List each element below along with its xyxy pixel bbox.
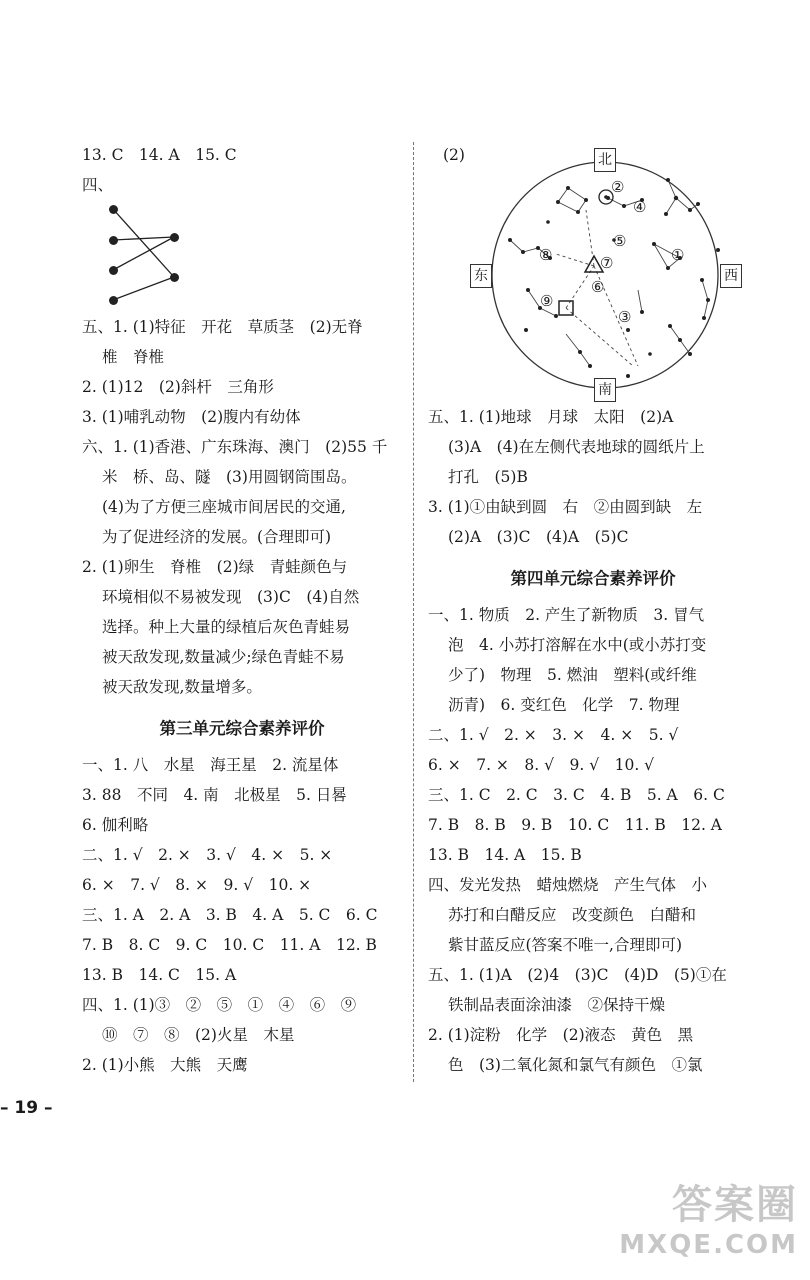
column-divider bbox=[413, 142, 414, 1082]
answer-line: 13. C 14. A 15. C bbox=[82, 146, 237, 164]
answer-line: 苏打和白醋反应 改变颜色 白醋和 bbox=[448, 906, 697, 924]
answer-line: 四、1. (1)③ ② ⑤ ① ④ ⑥ ⑨ bbox=[82, 996, 357, 1014]
direction-south: 南 bbox=[594, 378, 616, 402]
answer-line: 椎 脊椎 bbox=[102, 348, 165, 366]
answer-line: ⑩ ⑦ ⑧ (2)火星 木星 bbox=[102, 1026, 295, 1044]
answer-line: 13. B 14. A 15. B bbox=[428, 846, 582, 864]
answer-line: 3. (1)哺乳动物 (2)腹内有幼体 bbox=[82, 408, 301, 426]
left-column bbox=[82, 140, 402, 1080]
answer-line: 3. 88 不同 4. 南 北极星 5. 日晷 bbox=[82, 786, 347, 804]
star-label-5: ⑤ bbox=[613, 232, 627, 250]
answer-line: 五、1. (1)特征 开花 草质茎 (2)无脊 bbox=[82, 318, 363, 336]
answer-line: 四、发光发热 蜡烛燃烧 产生气体 小 bbox=[428, 876, 708, 894]
answer-line: (2)A (3)C (4)A (5)C bbox=[448, 528, 629, 546]
section-heading: 第三单元综合素养评价 bbox=[159, 719, 325, 738]
answer-line: 13. B 14. C 15. A bbox=[82, 966, 237, 984]
answer-line: 为了促进经济的发展。(合理即可) bbox=[102, 528, 332, 546]
matching-lines bbox=[82, 170, 202, 310]
answer-line: 6. × 7. √ 8. × 9. √ 10. × bbox=[82, 876, 312, 894]
answer-line: 五、1. (1)A (2)4 (3)C (4)D (5)①在 bbox=[428, 966, 727, 984]
answer-line: 色 (3)二氧化氮和氯气有颜色 ①氯 bbox=[448, 1056, 703, 1074]
answer-line: 被天敌发现,数量增多。 bbox=[102, 678, 262, 696]
answer-line: (4)为了方便三座城市间居民的交通, bbox=[102, 498, 346, 516]
answer-line: 三、1. A 2. A 3. B 4. A 5. C 6. C bbox=[82, 906, 378, 924]
answer-line: 少了) 物理 5. 燃油 塑料(或纤维 bbox=[448, 666, 697, 684]
watermark-text: 答案圈 bbox=[672, 1182, 798, 1228]
answer-line: 米 桥、岛、隧 (3)用圆钢筒围岛。 bbox=[102, 468, 357, 486]
answer-line: 6. 伽利略 bbox=[82, 816, 149, 834]
answer-line: 6. × 7. × 8. √ 9. √ 10. √ bbox=[428, 756, 655, 774]
answer-line: 二、1. √ 2. × 3. √ 4. × 5. × bbox=[82, 846, 333, 864]
direction-north: 北 bbox=[594, 148, 616, 172]
star-label-6: ⑥ bbox=[591, 278, 605, 296]
answer-line: 五、1. (1)地球 月球 太阳 (2)A bbox=[428, 408, 674, 426]
star-label-2: ② bbox=[611, 178, 625, 196]
section-label: 四、 bbox=[82, 176, 114, 194]
page-number: – 19 – bbox=[0, 1098, 53, 1118]
star-label-1: ① bbox=[671, 246, 685, 264]
answer-line: 7. B 8. B 9. B 10. C 11. B 12. A bbox=[428, 816, 722, 834]
answer-line: 2. (1)卵生 脊椎 (2)绿 青蛙颜色与 bbox=[82, 558, 348, 576]
answer-line: 六、1. (1)香港、广东珠海、澳门 (2)55 千 bbox=[82, 438, 388, 456]
star-map-figure bbox=[428, 140, 758, 402]
answer-line: (3)A (4)在左侧代表地球的圆纸片上 bbox=[448, 438, 705, 456]
answer-line: 铁制品表面涂油漆 ②保持干燥 bbox=[448, 996, 666, 1014]
watermark-logo bbox=[619, 1173, 798, 1260]
answer-line: 2. (1)12 (2)斜杆 三角形 bbox=[82, 378, 274, 396]
answer-line: 选择。种上大量的绿植后灰色青蛙易 bbox=[102, 618, 351, 636]
question-label: (2) bbox=[443, 146, 465, 164]
watermark-url: MXQE.COM bbox=[619, 1230, 798, 1260]
answer-line: 三、1. C 2. C 3. C 4. B 5. A 6. C bbox=[428, 786, 725, 804]
answer-line: 被天敌发现,数量减少;绿色青蛙不易 bbox=[102, 648, 345, 666]
answer-line: 2. (1)小熊 大熊 天鹰 bbox=[82, 1056, 248, 1074]
answer-line: 一、1. 物质 2. 产生了新物质 3. 冒气 bbox=[428, 606, 705, 624]
star-label-9: ⑨ bbox=[540, 292, 554, 310]
answer-line: 紫甘蓝反应(答案不唯一,合理即可) bbox=[448, 936, 683, 954]
star-label-4: ④ bbox=[633, 198, 647, 216]
answer-line: 环境相似不易被发现 (3)C (4)自然 bbox=[102, 588, 360, 606]
star-label-7: ⑦ bbox=[600, 254, 614, 272]
answer-line: 沥青) 6. 变红色 化学 7. 物理 bbox=[448, 696, 680, 714]
matching-diagram bbox=[82, 170, 402, 270]
star-label-8: ⑧ bbox=[539, 246, 553, 264]
star-label-3: ③ bbox=[618, 308, 632, 326]
answer-line: 一、1. 八 水星 海王星 2. 流星体 bbox=[82, 756, 339, 774]
answer-line: 泡 4. 小苏打溶解在水中(或小苏打变 bbox=[448, 636, 707, 654]
direction-east: 东 bbox=[470, 264, 492, 288]
section-heading: 第四单元综合素养评价 bbox=[510, 569, 676, 588]
right-column bbox=[428, 140, 758, 1080]
direction-west: 西 bbox=[720, 264, 742, 288]
answer-line: 2. (1)淀粉 化学 (2)液态 黄色 黑 bbox=[428, 1026, 694, 1044]
answer-line: 3. (1)①由缺到圆 右 ②由圆到缺 左 bbox=[428, 498, 703, 516]
answer-line: 7. B 8. C 9. C 10. C 11. A 12. B bbox=[82, 936, 377, 954]
answer-line: 打孔 (5)B bbox=[448, 468, 528, 486]
answer-line: 二、1. √ 2. × 3. × 4. × 5. √ bbox=[428, 726, 679, 744]
